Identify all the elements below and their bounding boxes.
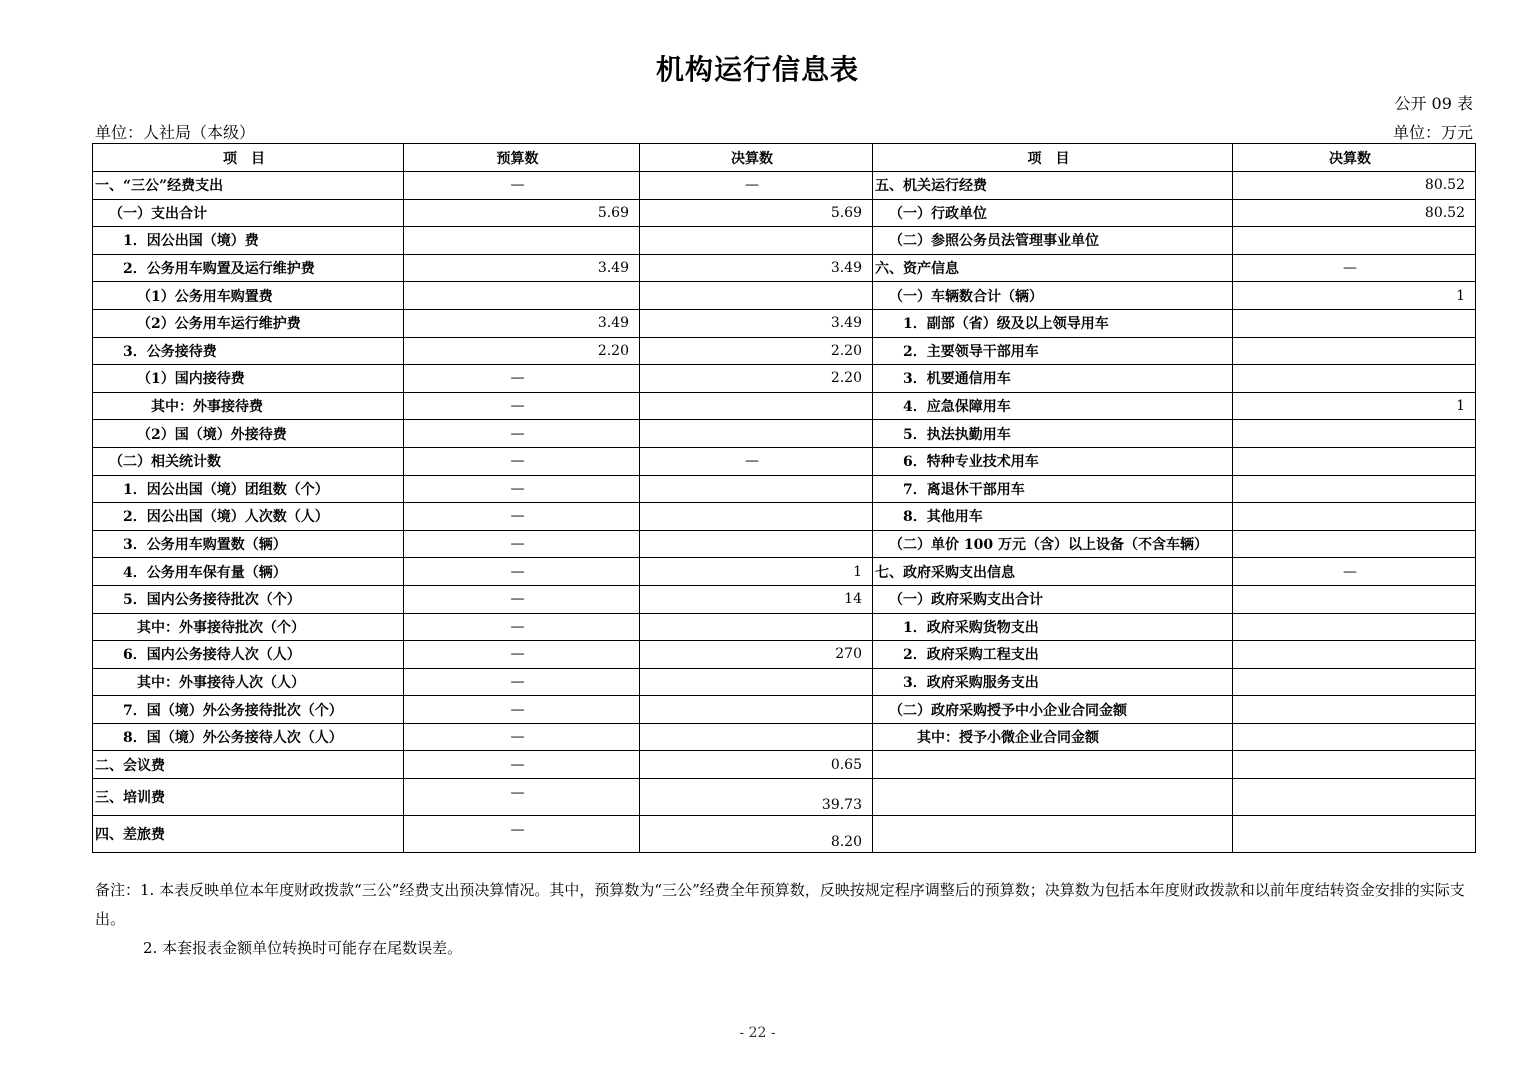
final-cell [640, 696, 873, 724]
budget-cell: — [404, 779, 640, 816]
final-cell [640, 475, 873, 503]
right-value-cell [1233, 309, 1476, 337]
right-value-cell [1233, 816, 1476, 853]
right-value-cell [1233, 613, 1476, 641]
right-value-cell: — [1233, 254, 1476, 282]
right-item-cell: （二）政府采购授予中小企业合同金额 [873, 696, 1233, 724]
left-item-cell: 2．公务用车购置及运行维护费 [93, 254, 404, 282]
right-value-cell: 1 [1233, 392, 1476, 420]
right-value-cell [1233, 475, 1476, 503]
table-body [93, 172, 1476, 853]
budget-cell: — [404, 365, 640, 393]
left-item-cell: 一、“三公”经费支出 [93, 172, 404, 200]
final-cell: 14 [640, 585, 873, 613]
right-item-cell: 7．离退休干部用车 [873, 475, 1233, 503]
budget-cell: — [404, 723, 640, 751]
left-item-cell: 其中：外事接待批次（个） [93, 613, 404, 641]
right-value-cell [1233, 668, 1476, 696]
final-cell: 5.69 [640, 199, 873, 227]
right-value-cell [1233, 779, 1476, 816]
form-number: 公开 09 表 [1394, 94, 1473, 113]
right-item-cell: （二）参照公务员法管理事业单位 [873, 227, 1233, 255]
left-item-cell: 4．公务用车保有量（辆） [93, 558, 404, 586]
table-row [93, 227, 1476, 255]
right-item-cell: 六、资产信息 [873, 254, 1233, 282]
right-value-cell [1233, 227, 1476, 255]
left-item-cell: 2．因公出国（境）人次数（人） [93, 503, 404, 531]
right-value-cell [1233, 530, 1476, 558]
right-item-cell: 2．政府采购工程支出 [873, 641, 1233, 669]
table-row [93, 613, 1476, 641]
right-item-cell: 3．机要通信用车 [873, 365, 1233, 393]
budget-cell: — [404, 585, 640, 613]
final-cell: 2.20 [640, 337, 873, 365]
budget-cell: — [404, 475, 640, 503]
header-right-final: 决算数 [1233, 144, 1476, 172]
final-cell [640, 723, 873, 751]
left-item-cell: （二）相关统计数 [93, 447, 404, 475]
table-row [93, 503, 1476, 531]
right-item-cell: 1．副部（省）级及以上领导用车 [873, 309, 1233, 337]
final-cell [640, 503, 873, 531]
right-value-cell: 1 [1233, 282, 1476, 310]
left-item-cell: 3．公务用车购置数（辆） [93, 530, 404, 558]
table-row [93, 337, 1476, 365]
final-cell [640, 227, 873, 255]
table-row [93, 392, 1476, 420]
final-cell: 39.73 [640, 779, 873, 816]
reporting-unit: 单位：人社局（本级） [95, 123, 256, 142]
left-item-cell: （1）国内接待费 [93, 365, 404, 393]
budget-cell [404, 282, 640, 310]
right-value-cell [1233, 696, 1476, 724]
info-table [92, 143, 1476, 853]
final-cell [640, 392, 873, 420]
final-cell: 3.49 [640, 309, 873, 337]
left-item-cell: （一）支出合计 [93, 199, 404, 227]
right-value-cell [1233, 337, 1476, 365]
right-value-cell [1233, 365, 1476, 393]
right-item-cell: 8．其他用车 [873, 503, 1233, 531]
final-cell [640, 420, 873, 448]
table-row [93, 475, 1476, 503]
right-value-cell [1233, 641, 1476, 669]
table-row [93, 365, 1476, 393]
table-header-row [93, 144, 1476, 172]
final-cell [640, 668, 873, 696]
header-budget: 预算数 [404, 144, 640, 172]
budget-cell: — [404, 641, 640, 669]
page-title: 机构运行信息表 [655, 53, 859, 86]
left-item-cell: 5．国内公务接待批次（个） [93, 585, 404, 613]
header-final: 决算数 [640, 144, 873, 172]
budget-cell [404, 227, 640, 255]
right-value-cell [1233, 447, 1476, 475]
right-item-cell: 5．执法执勤用车 [873, 420, 1233, 448]
note-1: 备注：1. 本表反映单位本年度财政拨款“三公”经费支出预决算情况。其中，预算数为“三公”经费全年预算数，反映按规定程序调整后的预算数；决算数为包括本年度财政拨款和以前年度结转资金安排的实际支出。 [95, 881, 1465, 928]
left-item-cell: 二、会议费 [93, 751, 404, 779]
table-row [93, 309, 1476, 337]
right-item-cell: （一）车辆数合计（辆） [873, 282, 1233, 310]
table-row [93, 447, 1476, 475]
final-cell: 2.20 [640, 365, 873, 393]
header-right-item: 项 目 [873, 144, 1233, 172]
right-item-cell: 3．政府采购服务支出 [873, 668, 1233, 696]
table-row [93, 723, 1476, 751]
left-item-cell: 6．国内公务接待人次（人） [93, 641, 404, 669]
final-cell [640, 530, 873, 558]
right-item-cell: 4．应急保障用车 [873, 392, 1233, 420]
table-row [93, 585, 1476, 613]
right-item-cell [873, 816, 1233, 853]
final-cell: 270 [640, 641, 873, 669]
budget-cell: 3.49 [404, 309, 640, 337]
left-item-cell: 三、培训费 [93, 779, 404, 816]
budget-cell: — [404, 696, 640, 724]
right-item-cell [873, 779, 1233, 816]
table-row [93, 641, 1476, 669]
table-row [93, 172, 1476, 200]
table-row [93, 254, 1476, 282]
right-value-cell [1233, 751, 1476, 779]
right-value-cell [1233, 503, 1476, 531]
budget-cell: 3.49 [404, 254, 640, 282]
table-row [93, 751, 1476, 779]
left-item-cell: 其中：外事接待人次（人） [93, 668, 404, 696]
right-value-cell: — [1233, 558, 1476, 586]
final-cell: 8.20 [640, 816, 873, 853]
right-item-cell: 七、政府采购支出信息 [873, 558, 1233, 586]
final-cell: 3.49 [640, 254, 873, 282]
right-value-cell [1233, 420, 1476, 448]
right-value-cell: 80.52 [1233, 172, 1476, 200]
final-cell [640, 282, 873, 310]
final-cell: — [640, 447, 873, 475]
budget-cell: — [404, 392, 640, 420]
right-value-cell: 80.52 [1233, 199, 1476, 227]
left-item-cell: 四、差旅费 [93, 816, 404, 853]
right-item-cell: 五、机关运行经费 [873, 172, 1233, 200]
right-item-cell: 1．政府采购货物支出 [873, 613, 1233, 641]
budget-cell: — [404, 503, 640, 531]
right-value-cell [1233, 585, 1476, 613]
left-item-cell: 3．公务接待费 [93, 337, 404, 365]
table-row [93, 558, 1476, 586]
budget-cell: — [404, 613, 640, 641]
budget-cell: — [404, 447, 640, 475]
left-item-cell: （1）公务用车购置费 [93, 282, 404, 310]
budget-cell: — [404, 172, 640, 200]
currency-unit: 单位：万元 [1392, 123, 1473, 142]
final-cell [640, 613, 873, 641]
final-cell: 0.65 [640, 751, 873, 779]
note-2: 2. 本套报表金额单位转换时可能存在尾数误差。 [143, 939, 463, 957]
budget-cell: — [404, 816, 640, 853]
right-item-cell: （一）行政单位 [873, 199, 1233, 227]
budget-cell: — [404, 420, 640, 448]
table-row [93, 420, 1476, 448]
right-item-cell: （一）政府采购支出合计 [873, 585, 1233, 613]
table-row [93, 816, 1476, 853]
notes [95, 876, 1477, 963]
final-cell: 1 [640, 558, 873, 586]
left-item-cell: （2）公务用车运行维护费 [93, 309, 404, 337]
table-row [93, 282, 1476, 310]
right-value-cell [1233, 723, 1476, 751]
left-item-cell: 1．因公出国（境）费 [93, 227, 404, 255]
table-row [93, 696, 1476, 724]
budget-cell: 5.69 [404, 199, 640, 227]
table-row [93, 530, 1476, 558]
left-item-cell: 8．国（境）外公务接待人次（人） [93, 723, 404, 751]
header-left-item: 项 目 [93, 144, 404, 172]
budget-cell: — [404, 668, 640, 696]
right-item-cell: （二）单价 100 万元（含）以上设备（不含车辆） [873, 530, 1233, 558]
table-row [93, 199, 1476, 227]
budget-cell: — [404, 530, 640, 558]
right-item-cell: 6．特种专业技术用车 [873, 447, 1233, 475]
left-item-cell: （2）国（境）外接待费 [93, 420, 404, 448]
budget-cell: — [404, 558, 640, 586]
table-row [93, 668, 1476, 696]
page-number: - 22 - [739, 1025, 776, 1041]
final-cell: — [640, 172, 873, 200]
right-item-cell: 2．主要领导干部用车 [873, 337, 1233, 365]
right-item-cell: 其中：授予小微企业合同金额 [873, 723, 1233, 751]
budget-cell: 2.20 [404, 337, 640, 365]
table-row [93, 779, 1476, 816]
left-item-cell: 1．因公出国（境）团组数（个） [93, 475, 404, 503]
left-item-cell: 其中：外事接待费 [93, 392, 404, 420]
right-item-cell [873, 751, 1233, 779]
budget-cell: — [404, 751, 640, 779]
left-item-cell: 7．国（境）外公务接待批次（个） [93, 696, 404, 724]
